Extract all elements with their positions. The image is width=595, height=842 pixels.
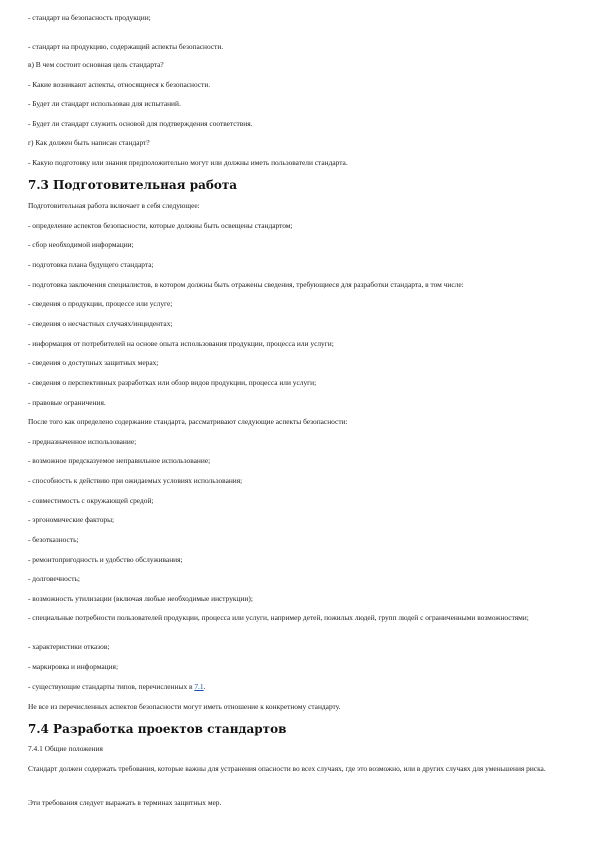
- paragraph: Эти требования следует выражать в терминах защитных мер.: [28, 798, 222, 807]
- text-line: - Какие возникают аспекты, относящиеся к безопасности.: [28, 80, 211, 89]
- list-item: - безотказность;: [28, 535, 79, 544]
- text-line: - стандарт на продукцию, содержащий аспекты безопасности.: [28, 42, 224, 51]
- list-item: - маркировка и информация;: [28, 662, 118, 671]
- list-item: - характеристики отказов;: [28, 642, 110, 651]
- list-item: - сведения о несчастных случаях/инцидентах;: [28, 319, 173, 328]
- list-item: - долговечность;: [28, 574, 80, 583]
- reference-suffix: .: [203, 682, 206, 691]
- text-line: - стандарт на безопасность продукции;: [28, 13, 151, 22]
- text-line: - Будет ли стандарт использован для испытаний.: [28, 99, 181, 108]
- section-7-1-link[interactable]: 7.1: [194, 682, 204, 691]
- question-line: г) Как должен быть написан стандарт?: [28, 138, 150, 147]
- list-item: - подготовка заключения специалистов, в котором должны быть отражены сведения, требующиеся для разработки стандарта, в том числе:: [28, 280, 464, 289]
- list-item: - ремонтопригодность и удобство обслуживания;: [28, 555, 183, 564]
- list-item: - эргономические факторы;: [28, 515, 115, 524]
- note-paragraph: Не все из перечисленных аспектов безопасности могут иметь отношение к конкретному стандарту.: [28, 702, 341, 711]
- list-item: - совместимость с окружающей средой;: [28, 496, 154, 505]
- list-item: - возможное предсказуемое неправильное использование;: [28, 456, 211, 465]
- list-item: - сведения о продукции, процессе или услуге;: [28, 299, 173, 308]
- list-item: - определение аспектов безопасности, которые должны быть освещены стандартом;: [28, 221, 293, 230]
- list-item: - правовые ограничения.: [28, 398, 106, 407]
- list-item: - возможность утилизации (включая любые необходимые инструкции);: [28, 594, 253, 603]
- subsection-heading: 7.4.1 Общие положения: [28, 744, 103, 753]
- section-heading: 7.4 Разработка проектов стандартов: [28, 722, 287, 736]
- list-item: - способность к действию при ожидаемых условиях использования;: [28, 476, 243, 485]
- text-line: - Какую подготовку или знания предположительно могут или должны иметь пользователи стандарта.: [28, 158, 348, 167]
- list-item: - сведения о доступных защитных мерах;: [28, 358, 159, 367]
- section-heading: 7.3 Подготовительная работа: [28, 178, 238, 192]
- list-item: - сведения о перспективных разработках или обзор видов продукции, процесса или услуги;: [28, 378, 317, 387]
- list-item: - сбор необходимой информации;: [28, 240, 134, 249]
- text-line: - Будет ли стандарт служить основой для подтверждения соответствия.: [28, 119, 253, 128]
- list-item: - подготовка плана будущего стандарта;: [28, 260, 154, 269]
- list-item: - специальные потребности пользователей продукции, процесса или услуги, например детей, пожилых людей, групп людей с ограниченными возможностями;: [28, 613, 529, 622]
- list-item: - предназначенное использование;: [28, 437, 137, 446]
- paragraph: Стандарт должен содержать требования, которые важны для устранения опасности во всех случаях, где это возможно, или в других случаях для уменьшения риска.: [28, 764, 546, 773]
- list-item-reference: [28, 682, 573, 692]
- section-intro: Подготовительная работа включает в себя следующее:: [28, 201, 200, 210]
- paragraph: После того как определено содержание стандарта, рассматривают следующие аспекты безопасности:: [28, 417, 348, 426]
- reference-prefix: - существующие стандарты типов, перечисленных в: [28, 682, 195, 691]
- list-item: - информация от потребителей на основе опыта использования продукции, процесса или услуги;: [28, 339, 334, 348]
- question-line: в) В чем состоит основная цель стандарта?: [28, 60, 164, 69]
